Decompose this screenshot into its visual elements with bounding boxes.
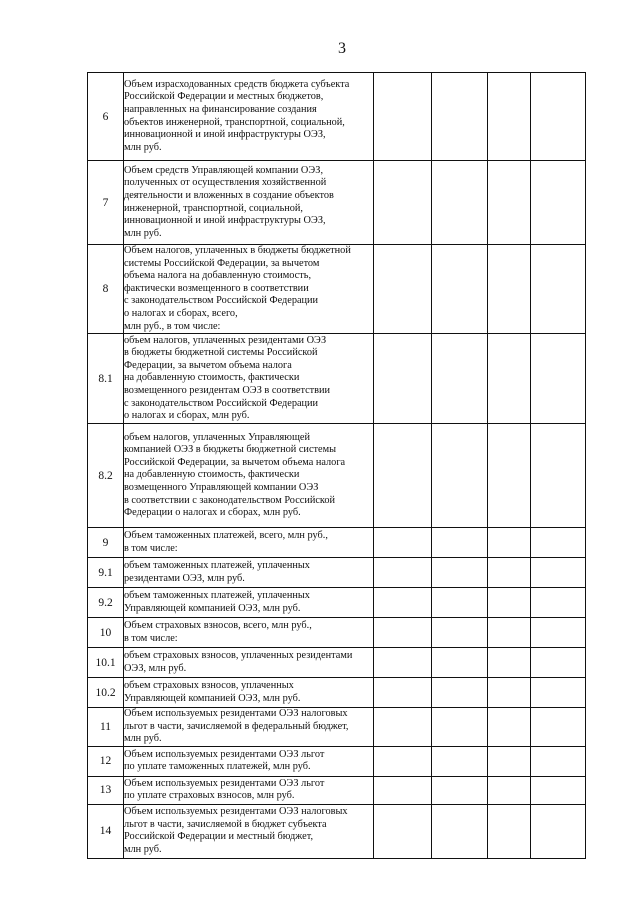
row-number: 10	[88, 618, 124, 648]
value-cell	[374, 245, 432, 334]
description-line: в соответствии с законодательством Российской	[124, 494, 336, 506]
value-cell	[488, 424, 531, 528]
table-body	[88, 73, 586, 859]
description-line: Российской Федерации и местный бюджет,	[124, 831, 314, 843]
row-number: 8	[88, 245, 124, 334]
description-line: по уплате таможенных платежей, млн руб.	[124, 761, 311, 773]
description-line: млн руб.	[124, 844, 162, 856]
value-cell	[432, 161, 488, 245]
row-description	[124, 776, 374, 804]
value-cell	[374, 708, 432, 747]
description-line: Российской Федерации и местных бюджетов,	[124, 91, 324, 103]
row-description	[124, 708, 374, 747]
value-cell	[432, 708, 488, 747]
description-line: инновационной и иной инфраструктуры ОЭЗ,	[124, 215, 326, 227]
description-line: Объем страховых взносов, всего, млн руб.,	[124, 620, 312, 632]
row-description	[124, 746, 374, 776]
description-line: льгот в части, зачисляемой в федеральный бюджет,	[124, 720, 349, 732]
description-line: млн руб.	[124, 141, 162, 153]
value-cell	[374, 776, 432, 804]
value-cell	[488, 678, 531, 708]
row-description	[124, 804, 374, 858]
description-line: млн руб., в том числе:	[124, 320, 221, 332]
table-row	[88, 558, 586, 588]
row-description	[124, 618, 374, 648]
description-line: полученных от осуществления хозяйственной	[124, 177, 327, 189]
table-row	[88, 776, 586, 804]
description-line: объектов инженерной, транспортной, социальной,	[124, 116, 345, 128]
value-cell	[488, 334, 531, 424]
row-description	[124, 334, 374, 424]
value-cell	[432, 528, 488, 558]
row-description	[124, 424, 374, 528]
description-line: на добавленную стоимость, фактически	[124, 372, 300, 384]
value-cell	[488, 245, 531, 334]
description-line: Объем средств Управляющей компании ОЭЗ,	[124, 164, 324, 176]
table-row	[88, 804, 586, 858]
description-line: Объем используемых резидентами ОЭЗ льгот	[124, 748, 325, 760]
value-cell	[374, 746, 432, 776]
value-cell	[531, 746, 586, 776]
value-cell	[488, 804, 531, 858]
value-cell	[432, 678, 488, 708]
description-line: млн руб.	[124, 733, 162, 745]
value-cell	[488, 588, 531, 618]
description-line: системы Российской Федерации, за вычетом	[124, 257, 320, 269]
table-row	[88, 618, 586, 648]
description-line: инновационной и иной инфраструктуры ОЭЗ,	[124, 129, 326, 141]
description-line: о налогах и сборах, всего,	[124, 307, 238, 319]
description-line: Федерации, за вычетом объема налога	[124, 359, 292, 371]
value-cell	[432, 618, 488, 648]
row-number: 10.1	[88, 648, 124, 678]
value-cell	[488, 648, 531, 678]
value-cell	[531, 161, 586, 245]
description-line: млн руб.	[124, 227, 162, 239]
description-line: объем таможенных платежей, уплаченных	[124, 590, 310, 602]
description-line: объем страховых взносов, уплаченных	[124, 680, 294, 692]
value-cell	[531, 776, 586, 804]
value-cell	[432, 588, 488, 618]
row-description	[124, 648, 374, 678]
description-line: деятельности и вложенных в создание объектов	[124, 189, 334, 201]
value-cell	[374, 73, 432, 161]
description-line: по уплате страховых взносов, млн руб.	[124, 790, 295, 802]
value-cell	[432, 804, 488, 858]
value-cell	[432, 746, 488, 776]
indicator-table	[87, 72, 586, 859]
table-row	[88, 708, 586, 747]
value-cell	[488, 528, 531, 558]
value-cell	[374, 528, 432, 558]
value-cell	[531, 678, 586, 708]
row-description	[124, 558, 374, 588]
value-cell	[374, 678, 432, 708]
row-number: 12	[88, 746, 124, 776]
row-number: 14	[88, 804, 124, 858]
value-cell	[531, 804, 586, 858]
description-line: Управляющей компанией ОЭЗ, млн руб.	[124, 602, 301, 614]
description-line: о налогах и сборах, млн руб.	[124, 410, 250, 422]
value-cell	[374, 804, 432, 858]
value-cell	[374, 588, 432, 618]
description-line: Объем израсходованных средств бюджета субъекта	[124, 78, 350, 90]
row-description	[124, 245, 374, 334]
value-cell	[374, 161, 432, 245]
description-line: объем налогов, уплаченных Управляющей	[124, 431, 310, 443]
description-line: на добавленную стоимость, фактически	[124, 469, 300, 481]
table-row	[88, 334, 586, 424]
description-line: с законодательством Российской Федерации	[124, 397, 319, 409]
value-cell	[374, 648, 432, 678]
value-cell	[531, 618, 586, 648]
description-line: направленных на финансирование создания	[124, 103, 317, 115]
description-line: объема налога на добавленную стоимость,	[124, 270, 312, 282]
value-cell	[531, 648, 586, 678]
value-cell	[374, 558, 432, 588]
value-cell	[488, 618, 531, 648]
description-line: в том числе:	[124, 632, 178, 644]
description-line: Объем налогов, уплаченных в бюджеты бюджетной	[124, 245, 351, 256]
value-cell	[531, 245, 586, 334]
row-number: 9.1	[88, 558, 124, 588]
value-cell	[488, 746, 531, 776]
row-number: 9	[88, 528, 124, 558]
description-line: Российской Федерации, за вычетом объема налога	[124, 456, 346, 468]
value-cell	[432, 334, 488, 424]
description-line: резидентами ОЭЗ, млн руб.	[124, 572, 245, 584]
value-cell	[488, 558, 531, 588]
value-cell	[432, 424, 488, 528]
description-line: Управляющей компанией ОЭЗ, млн руб.	[124, 692, 301, 704]
description-line: льгот в части, зачисляемой в бюджет субъекта	[124, 818, 327, 830]
table-row	[88, 73, 586, 161]
description-line: ОЭЗ, млн руб.	[124, 662, 187, 674]
row-number: 13	[88, 776, 124, 804]
table-row	[88, 245, 586, 334]
row-number: 10.2	[88, 678, 124, 708]
value-cell	[531, 424, 586, 528]
value-cell	[488, 776, 531, 804]
row-number: 7	[88, 161, 124, 245]
row-number: 6	[88, 73, 124, 161]
description-line: инженерной, транспортной, социальной,	[124, 202, 304, 214]
row-number: 8.2	[88, 424, 124, 528]
value-cell	[531, 588, 586, 618]
table-row	[88, 588, 586, 618]
table-row	[88, 161, 586, 245]
description-line: объем страховых взносов, уплаченных резидентами	[124, 650, 353, 662]
description-line: компанией ОЭЗ в бюджеты бюджетной системы	[124, 444, 337, 456]
value-cell	[531, 528, 586, 558]
row-number: 9.2	[88, 588, 124, 618]
row-description	[124, 528, 374, 558]
row-number: 8.1	[88, 334, 124, 424]
value-cell	[531, 73, 586, 161]
description-line: Объем используемых резидентами ОЭЗ льгот	[124, 777, 325, 789]
description-line: возмещенного Управляющей компании ОЭЗ	[124, 481, 319, 493]
value-cell	[488, 708, 531, 747]
description-line: фактически возмещенного в соответствии	[124, 282, 309, 294]
description-line: объем таможенных платежей, уплаченных	[124, 560, 310, 572]
table-row	[88, 678, 586, 708]
table-row	[88, 528, 586, 558]
row-description	[124, 678, 374, 708]
value-cell	[432, 73, 488, 161]
value-cell	[432, 558, 488, 588]
description-line: Объем таможенных платежей, всего, млн руб.,	[124, 530, 328, 542]
value-cell	[432, 776, 488, 804]
description-line: возмещенного резидентам ОЭЗ в соответствии	[124, 384, 331, 396]
value-cell	[374, 618, 432, 648]
row-description	[124, 73, 374, 161]
description-line: с законодательством Российской Федерации	[124, 295, 319, 307]
value-cell	[531, 334, 586, 424]
row-number: 11	[88, 708, 124, 747]
table-row	[88, 648, 586, 678]
row-description	[124, 161, 374, 245]
description-line: Объем используемых резидентами ОЭЗ налоговых	[124, 708, 348, 720]
value-cell	[531, 558, 586, 588]
table-row	[88, 746, 586, 776]
description-line: в бюджеты бюджетной системы Российской	[124, 347, 318, 359]
page-number: 3	[338, 40, 346, 57]
value-cell	[531, 708, 586, 747]
value-cell	[488, 73, 531, 161]
row-description	[124, 588, 374, 618]
description-line: в том числе:	[124, 542, 178, 554]
value-cell	[432, 648, 488, 678]
description-line: Объем используемых резидентами ОЭЗ налоговых	[124, 806, 348, 818]
value-cell	[488, 161, 531, 245]
value-cell	[374, 334, 432, 424]
value-cell	[374, 424, 432, 528]
description-line: Федерации о налогах и сборах, млн руб.	[124, 507, 301, 519]
value-cell	[432, 245, 488, 334]
table-row	[88, 424, 586, 528]
description-line: объем налогов, уплаченных резидентами ОЭЗ	[124, 334, 327, 346]
